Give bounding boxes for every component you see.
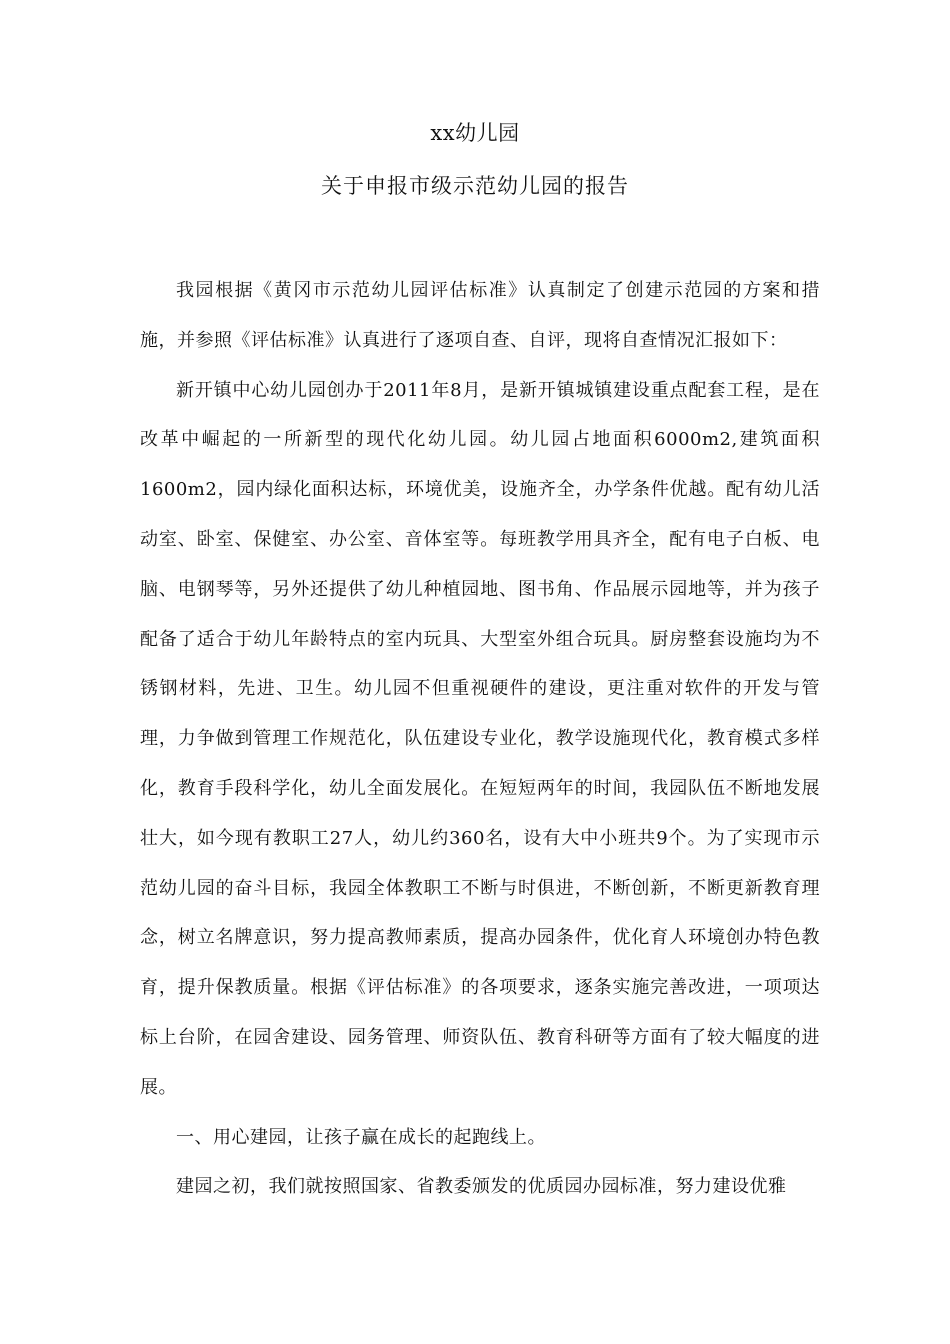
document-body (140, 266, 820, 1212)
paragraph-intro: 我园根据《黄冈市示范幼儿园评估标准》认真制定了创建示范园的方案和措施，并参照《评估标准》认真进行了逐项自查、自评，现将自查情况汇报如下： (140, 280, 820, 351)
section-heading-1: 一、用心建园，让孩子赢在成长的起跑线上。 (176, 1126, 546, 1148)
document-title-report: 关于申报市级示范幼儿园的报告 (321, 174, 629, 198)
paragraph-section-1: 建园之初，我们就按照国家、省教委颁发的优质园办园标准，努力建设优雅 (176, 1176, 787, 1198)
document-title-kindergarten: xx幼儿园 (430, 121, 520, 145)
paragraph-overview: 新开镇中心幼儿园创办于2011年8月，是新开镇城镇建设重点配套工程，是在改革中崛起的一所新型的现代化幼儿园。幼儿园占地面积6000m2,建筑面积1600m2，园内绿化面积达标，环境优美，设施齐全，办学条件优越。配有幼儿活动室、卧室、保健室、办公室、音体室等。每班教学用具齐全，配有电子白板、电脑、电钢琴等，另外还提供了幼儿种植园地、图书角、作品展示园地等，并为孩子配备了适合于幼儿年龄特点的室内玩具、大型室外组合玩具。厨房整套设施均为不锈钢材料，先进、卫生。幼儿园不但重视硬件的建设，更注重对软件的开发与管理，力争做到管理工作规范化，队伍建设专业化，教学设施现代化，教育模式多样化，教育手段科学化，幼儿全面发展化。在短短两年的时间，我园队伍不断地发展壮大，如今现有教职工27人，幼儿约360名，设有大中小班共9个。为了实现市示范幼儿园的奋斗目标，我园全体教职工不断与时俱进，不断创新，不断更新教育理念，树立名牌意识，努力提高教师素质，提高办园条件，优化育人环境创办特色教育，提升保教质量。根据《评估标准》的各项要求，逐条实施完善改进，一项项达标上台阶，在园舍建设、园务管理、师资队伍、教育科研等方面有了较大幅度的进展。 (140, 379, 820, 1098)
